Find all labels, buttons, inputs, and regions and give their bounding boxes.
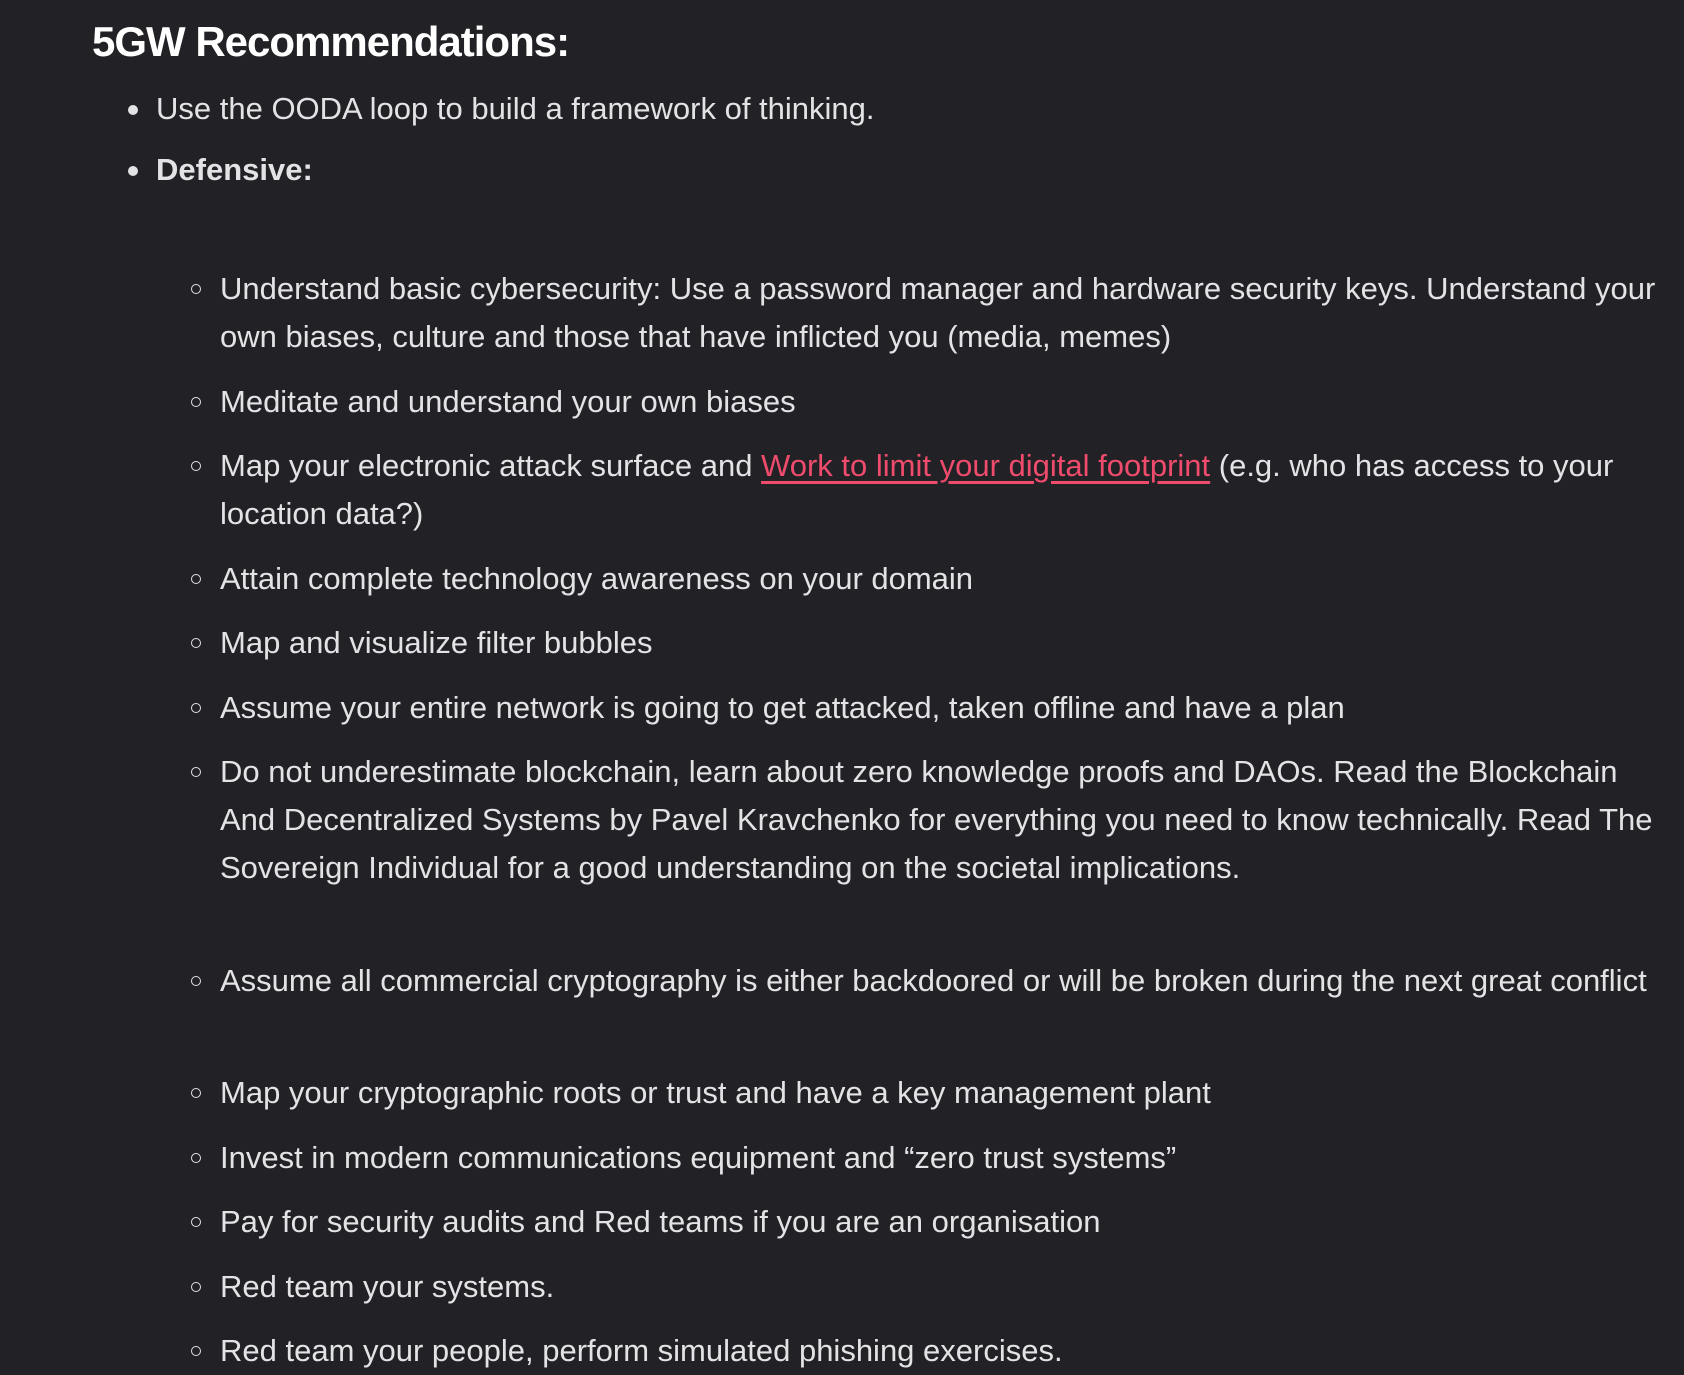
circle-bullet-icon bbox=[191, 397, 201, 407]
sublist-item-text: Assume your entire network is going to get attacked, taken offline and have a plan bbox=[220, 690, 1345, 725]
sublist-item-attack-surface bbox=[220, 442, 1660, 538]
sublist-item-network bbox=[220, 684, 1660, 732]
sublist-item-text: Do not underestimate blockchain, learn about zero knowledge proofs and DAOs. Read the Blockchain And Decentralized Systems by Pavel Kravchenko for everything you need to know technically. Read The Sovereign Individual for a good understanding on the societal implications. bbox=[220, 754, 1653, 885]
circle-bullet-icon bbox=[191, 638, 201, 648]
bullet-icon bbox=[128, 105, 138, 115]
article-content bbox=[92, 0, 1672, 1368]
sublist-item-awareness bbox=[220, 555, 1660, 603]
digital-footprint-link[interactable]: Work to limit your digital footprint bbox=[761, 448, 1211, 483]
sublist-item-cyber bbox=[220, 265, 1660, 361]
defensive-label: Defensive: bbox=[156, 152, 313, 187]
section-heading: 5GW Recommendations: bbox=[92, 18, 570, 65]
sublist-item-meditate bbox=[220, 378, 1660, 426]
list-item-ooda bbox=[92, 85, 1684, 133]
circle-bullet-icon bbox=[191, 703, 201, 713]
circle-bullet-icon bbox=[191, 1088, 201, 1098]
circle-bullet-icon bbox=[191, 1153, 201, 1163]
sublist-item-roots bbox=[220, 1069, 1660, 1117]
sublist-item-text: Red team your people, perform simulated phishing exercises. bbox=[220, 1333, 1063, 1368]
sublist-item-invest bbox=[220, 1134, 1660, 1182]
sublist-item-text: Invest in modern communications equipment and “zero trust systems” bbox=[220, 1140, 1177, 1175]
sublist-item-text: Assume all commercial cryptography is either backdoored or will be broken during the next great conflict bbox=[220, 963, 1647, 998]
sublist-item-text: Understand basic cybersecurity: Use a password manager and hardware security keys. Understand your own biases, culture and those that have inflicted you (media, memes) bbox=[220, 271, 1656, 354]
sublist-item-text: Attain complete technology awareness on your domain bbox=[220, 561, 974, 596]
circle-bullet-icon bbox=[191, 574, 201, 584]
circle-bullet-icon bbox=[191, 1282, 201, 1292]
circle-bullet-icon bbox=[191, 284, 201, 294]
sublist-item-text: Map and visualize filter bubbles bbox=[220, 625, 653, 660]
sublist-item-redteam-systems bbox=[220, 1263, 1660, 1311]
circle-bullet-icon bbox=[191, 461, 201, 471]
list-item-text: Use the OODA loop to build a framework of thinking. bbox=[156, 91, 875, 126]
circle-bullet-icon bbox=[191, 1346, 201, 1356]
sublist-item-text: Map your electronic attack surface and bbox=[220, 448, 762, 483]
circle-bullet-icon bbox=[191, 767, 201, 777]
bullet-icon bbox=[128, 166, 138, 176]
sublist-item-text: Meditate and understand your own biases bbox=[220, 384, 796, 419]
sublist-item-crypto bbox=[220, 957, 1660, 1005]
sublist-item-bubbles bbox=[220, 619, 1660, 667]
sublist-item-text: Red team your systems. bbox=[220, 1269, 555, 1304]
sublist-item-redteam-people bbox=[220, 1327, 1660, 1375]
sublist-item-text: Pay for security audits and Red teams if you are an organisation bbox=[220, 1204, 1101, 1239]
list-item-defensive bbox=[92, 146, 1684, 194]
circle-bullet-icon bbox=[191, 1217, 201, 1227]
sublist-item-audits bbox=[220, 1198, 1660, 1246]
sublist-item-text: Map your cryptographic roots or trust and have a key management plant bbox=[220, 1075, 1211, 1110]
sublist-item-text: (e.g. who has access to your location data?) bbox=[220, 448, 1614, 531]
circle-bullet-icon bbox=[191, 976, 201, 986]
sublist-item-blockchain bbox=[220, 748, 1660, 892]
